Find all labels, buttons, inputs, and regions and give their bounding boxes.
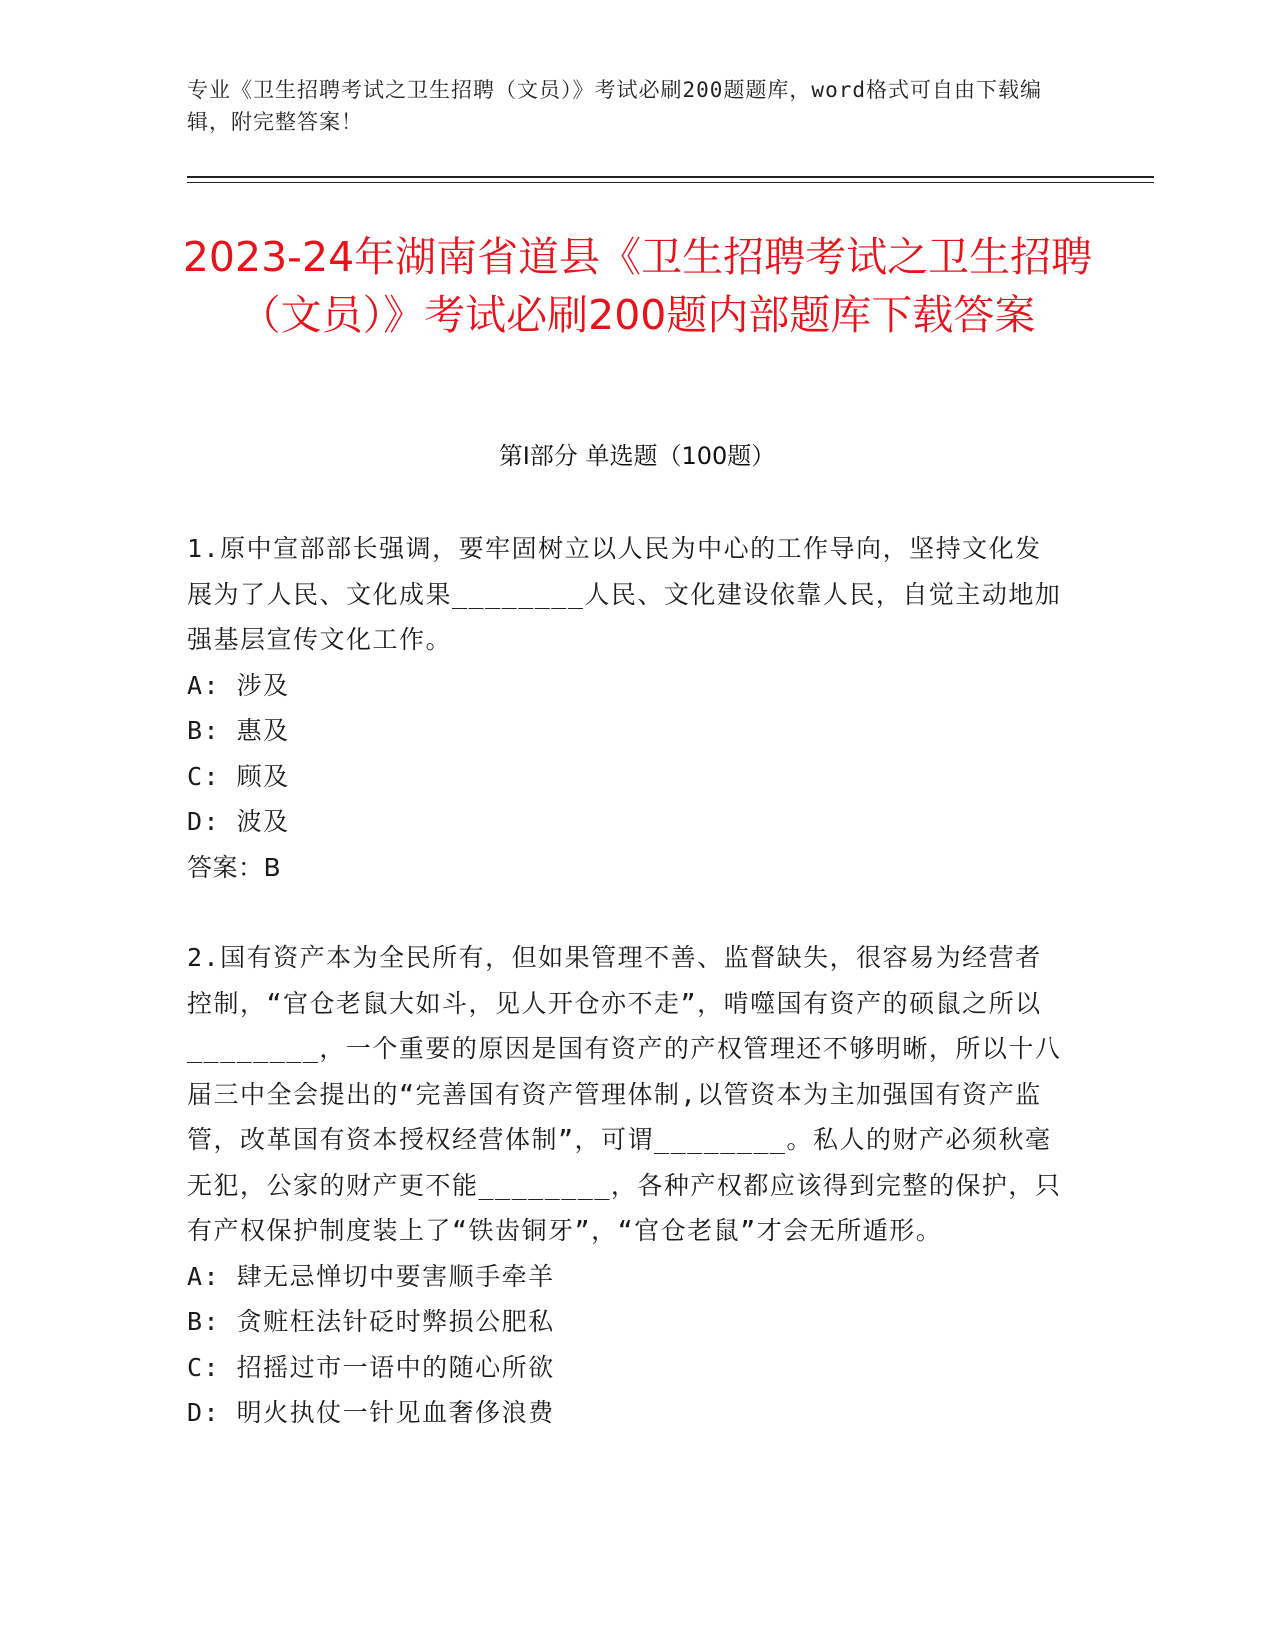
document-title: 2023-24年湖南省道县《卫生招聘考试之卫生招聘（文员）》考试必刷200题内部题库下载答案 (182, 233, 1093, 339)
option-a: A: 肆无忌惮切中要害顺手牵羊 (187, 1261, 555, 1291)
option-b: B: 贪赃枉法针砭时弊损公肥私 (187, 1307, 555, 1336)
option-c: C: 招摇过市一语中的随心所欲 (187, 1352, 555, 1382)
option-d: D: 明火执仗一针见血奢侈浪费 (187, 1398, 555, 1427)
option-a: A: 涉及 (187, 670, 290, 700)
section-title: 第Ⅰ部分 单选题（100题） (498, 442, 776, 470)
question-1 (187, 526, 1067, 890)
question-2 (187, 935, 1067, 1436)
header-divider-thin (187, 182, 1154, 183)
option-b: B: 惠及 (187, 716, 290, 745)
question-stem: 2.国有资产本为全民所有，但如果管理不善、监督缺失，很容易为经营者控制，“官仓老鼠大如斗，见人开仓亦不走”，啃噬国有资产的硕鼠之所以________，一个重要的原因是国有资产的产权管理还不够明晰，所以十八届三中全会提出的“完善国有资产管理体制,以管资本为主加强国有资产监管，改革国有资本授权经营体制”，可谓________。私人的财产必须秋毫无犯，公家的财产更不能________，各种产权都应该得到完整的保护，只有产权保护制度装上了“铁齿铜牙”，“官仓老鼠”才会无所遁形。 (187, 943, 1062, 1245)
option-c: C: 顾及 (187, 761, 290, 791)
answer-line: 答案：B (187, 852, 282, 882)
header-divider-thick (187, 176, 1154, 178)
option-d: D: 波及 (187, 807, 290, 836)
header-note: 专业《卫生招聘考试之卫生招聘（文员）》考试必刷200题题库，word格式可自由下载编辑，附完整答案！ (187, 78, 1042, 134)
question-stem: 1.原中宣部部长强调，要牢固树立以人民为中心的工作导向，坚持文化发展为了人民、文化成果________人民、文化建设依靠人民，自觉主动地加强基层宣传文化工作。 (187, 534, 1062, 654)
